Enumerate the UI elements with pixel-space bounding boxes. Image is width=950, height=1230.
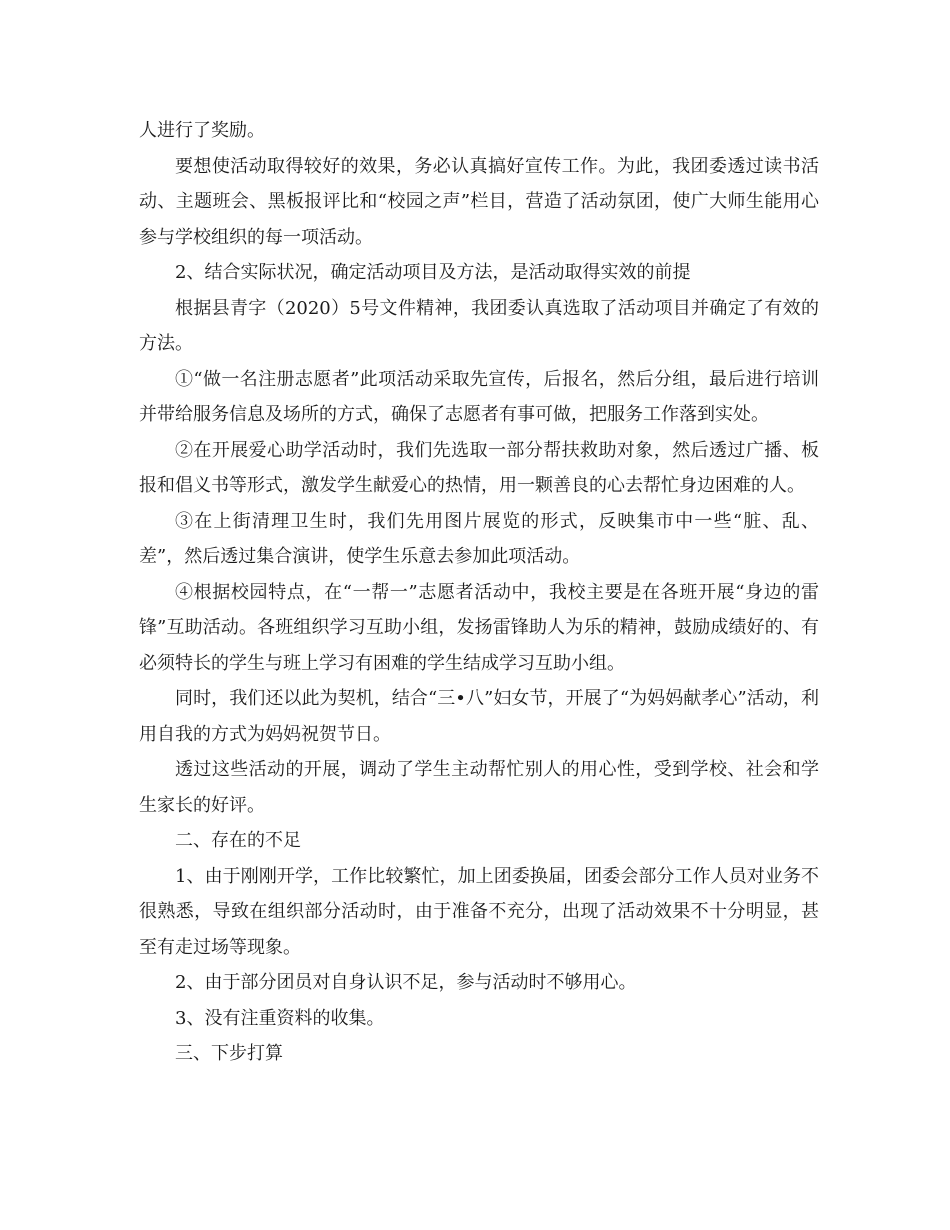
shortcoming-item-1: 1、由于刚刚开学，工作比较繁忙，加上团委换届，团委会部分工作人员对业务不很熟悉，导致在组织部分活动时，由于准备不充分，出现了活动效果不十分明显，甚至有走过场等现象。	[139, 865, 819, 958]
section-heading-next-steps: 三、下步打算	[175, 1043, 283, 1064]
list-item-volunteer: ①“做一名注册志愿者”此项活动采取先宣传，后报名，然后分组，最后进行培训并带给服务信息及场所的方式，确保了志愿者有事可做，把服务工作落到实处。	[139, 368, 819, 425]
paragraph-womens-day: 同时，我们还以此为契机，结合“三•八”妇女节，开展了“为妈妈献孝心”活动，利用自我的方式为妈妈祝贺节日。	[139, 688, 819, 745]
shortcoming-item-2: 2、由于部分团员对自身认识不足，参与活动时不够用心。	[175, 972, 637, 993]
section-heading-2: 2、结合实际状况，确定活动项目及方法，是活动取得实效的前提	[175, 262, 691, 283]
list-item-aid: ②在开展爱心助学活动时，我们先选取一部分帮扶救助对象，然后透过广播、板报和倡义书等形式，激发学生献爱心的热情，用一颗善良的心去帮忙身边困难的人。	[139, 439, 819, 496]
paragraph-document-basis: 根据县青字（2020）5号文件精神，我团委认真选取了活动项目并确定了有效的方法。	[139, 297, 819, 354]
document-body	[139, 113, 819, 1072]
list-item-cleanup: ③在上街清理卫生时，我们先用图片展览的形式，反映集市中一些“脏、乱、差”，然后透过集合演讲，使学生乐意去参加此项活动。	[139, 510, 819, 567]
section-heading-shortcomings: 二、存在的不足	[175, 830, 301, 851]
shortcoming-item-3: 3、没有注重资料的收集。	[175, 1007, 385, 1029]
paragraph-outcome: 透过这些活动的开展，调动了学生主动帮忙别人的用心性，受到学校、社会和学生家长的好评。	[139, 759, 819, 816]
list-item-mutual-help: ④根据校园特点，在“一帮一”志愿者活动中，我校主要是在各班开展“身边的雷锋”互助活动。各班组织学习互助小组，发扬雷锋助人为乐的精神，鼓励成绩好的、有必须特长的学生与班上学习有困难的学生结成学习互助小组。	[139, 581, 819, 674]
paragraph-continuation: 人进行了奖励。	[139, 120, 265, 141]
paragraph-publicity: 要想使活动取得较好的效果，务必认真搞好宣传工作。为此，我团委透过读书活动、主题班会、黑板报评比和“校园之声”栏目，营造了活动氛团，使广大师生能用心参与学校组织的每一项活动。	[139, 155, 819, 248]
